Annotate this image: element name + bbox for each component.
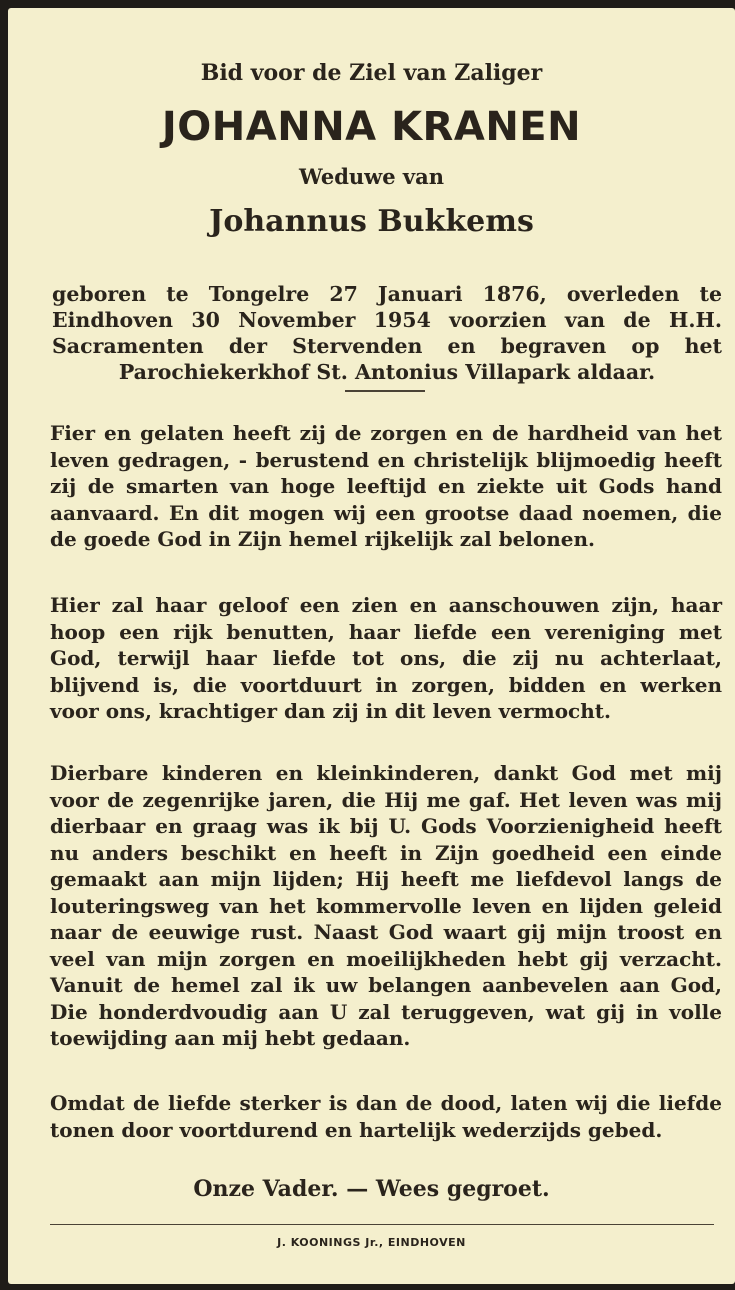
paragraph-4: Omdat de liefde sterker is dan de dood, laten wij die liefde tonen door voortdurend en hartelijk wederzijds gebed. (50, 1091, 722, 1142)
birth-death-details: geboren te Tongelre 27 Januari 1876, overleden te Eindhoven 30 November 1954 voorzien van de H.H. Sacramenten der Stervenden en begraven op het Parochiekerkhof St. Antonius Villapark aldaar. (52, 281, 722, 384)
husband-name: Johannus Bukkems (209, 204, 534, 239)
paragraph-1: Fier en gelaten heeft zij de zorgen en de hardheid van het leven gedragen, - berustend en christelijk blijmoedig heeft zij de smarten van hoge leeftijd en ziekte uit Gods hand aanvaard. En dit mogen wij een grootse daad noemen, die de goede God in Zijn hemel rijkelijk zal belonen. (50, 421, 722, 551)
widow-of-label: Weduwe van (298, 164, 444, 189)
printer-imprint: J. KOONINGS Jr., EINDHOVEN (277, 1236, 466, 1249)
paragraph-2: Hier zal haar geloof een zien en aanschouwen zijn, haar hoop een rijk benutten, haar liefde een vereniging met God, terwijl haar liefde tot ons, die zij nu achterlaat, blijvend is, die voortduurt in zorgen, bidden en werken voor ons, krachtiger dan zij in dit leven vermocht. (50, 593, 722, 723)
divider (345, 390, 425, 392)
deceased-name: JOHANNA KRANEN (161, 104, 582, 150)
closing-prayer: Onze Vader. — Wees gegroet. (193, 1176, 550, 1202)
footer-rule (50, 1224, 714, 1225)
memorial-card (8, 8, 735, 1284)
prayer-intro: Bid voor de Ziel van Zaliger (200, 60, 543, 86)
paragraph-3: Dierbare kinderen en kleinkinderen, dankt God met mij voor de zegenrijke jaren, die Hij me gaf. Het leven was mij dierbaar en graag was ik bij U. Gods Voorzienigheid heeft nu anders beschikt en heeft in Zijn goedheid een einde gemaakt aan mijn lijden; Hij heeft me liefdevol langs de louteringsweg van het kommervolle leven en lijden geleid naar de eeuwige rust. Naast God waart gij mijn troost en veel van mijn zorgen en moeilijkheden hebt gij verzacht. Vanuit de hemel zal ik uw belangen aanbevelen aan God, Die honderdvoudig aan U zal teruggeven, wat gij in volle toewijding aan mij hebt gedaan. (50, 761, 722, 1050)
